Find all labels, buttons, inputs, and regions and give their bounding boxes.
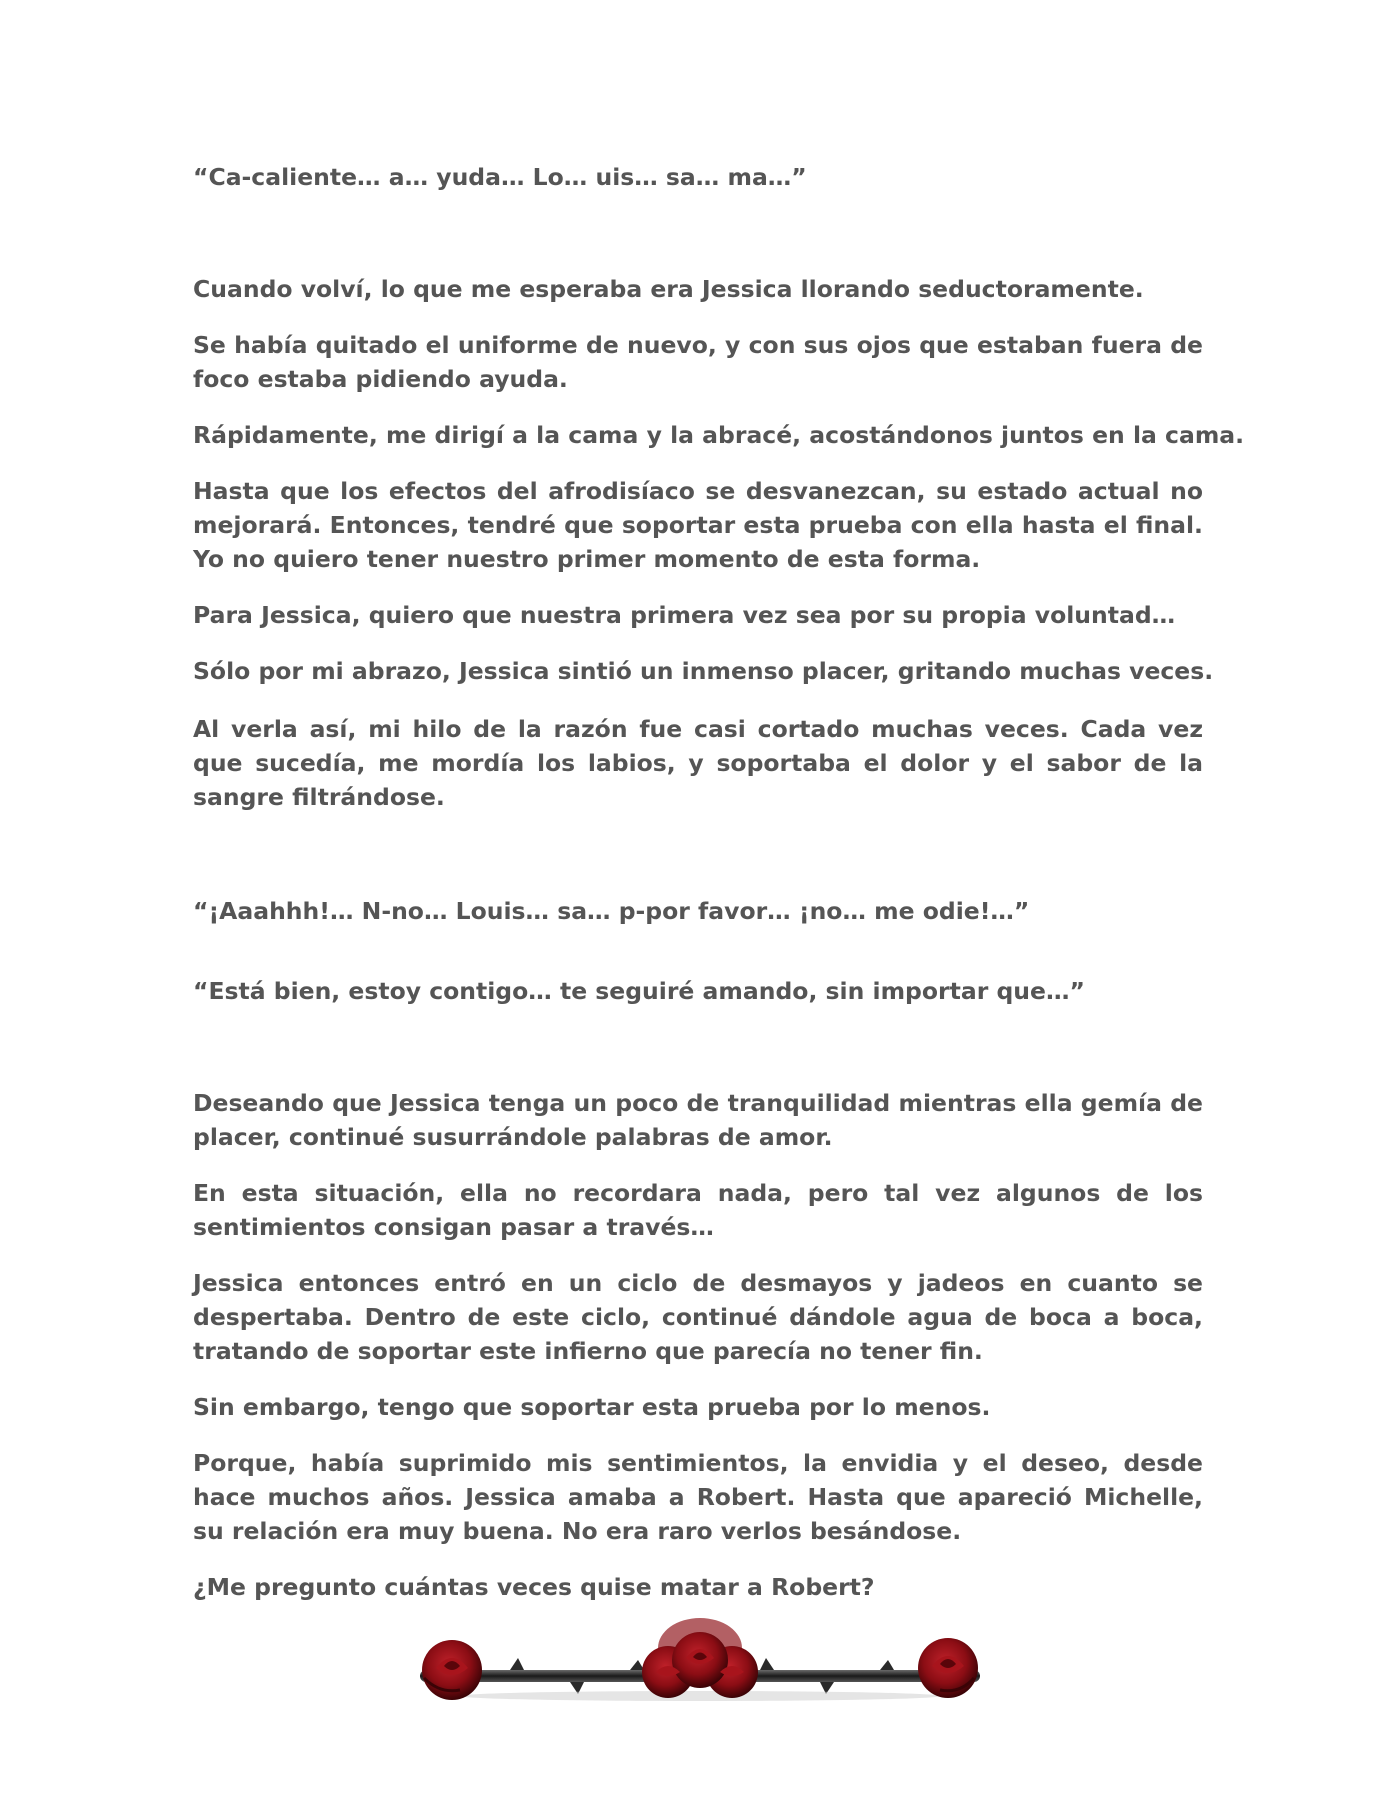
paragraph-12: En esta situación, ella no recordara nada, pero tal vez algunos de los sentimientos consigan pasar a través… [193,1179,1203,1241]
paragraph-13: Jessica entonces entró en un ciclo de desmayos y jadeos en cuanto se despertaba. Dentro de este ciclo, continué dándole agua de boca a boca, tratando de soportar este infierno que parecía no tener fin. [193,1269,1203,1365]
paragraph-7: Sólo por mi abrazo, Jessica sintió un inmenso placer, gritando muchas veces. [193,657,1214,685]
paragraph-4: Rápidamente, me dirigí a la cama y la abracé, acostándonos juntos en la cama. [193,421,1245,449]
rose-center-icon [642,1618,758,1698]
paragraph-8: Al verla así, mi hilo de la razón fue casi cortado muchas veces. Cada vez que sucedía, me mordía los labios, y soportaba el dolor y el sabor de la sangre filtrándose. [193,715,1203,811]
rose-divider-icon [400,1608,1000,1718]
paragraph-10: “Está bien, estoy contigo… te seguiré amando, sin importar que…” [193,977,1085,1005]
paragraph-11: Deseando que Jessica tenga un poco de tranquilidad mientras ella gemía de placer, continué susurrándole palabras de amor. [193,1089,1203,1151]
paragraph-2: Cuando volví, lo que me esperaba era Jessica llorando seductoramente. [193,275,1144,303]
paragraph-1: “Ca-caliente… a… yuda… Lo… uis… sa… ma…” [193,163,807,191]
paragraph-16: ¿Me pregunto cuántas veces quise matar a Robert? [193,1573,875,1601]
rose-right-icon [918,1638,978,1698]
paragraph-15: Porque, había suprimido mis sentimientos, la envidia y el deseo, desde hace muchos años. Jessica amaba a Robert. Hasta que apareció Michelle, su relación era muy buena. No era raro verlos besándose. [193,1449,1203,1545]
paragraph-14: Sin embargo, tengo que soportar esta prueba por lo menos. [193,1393,991,1421]
paragraph-5: Hasta que los efectos del afrodisíaco se desvanezcan, su estado actual no mejorará. Entonces, tendré que soportar esta prueba con ella hasta el final. Yo no quiero tener nuestro primer momento de esta forma. [193,477,1203,573]
paragraph-6: Para Jessica, quiero que nuestra primera vez sea por su propia voluntad… [193,601,1176,629]
paragraph-3: Se había quitado el uniforme de nuevo, y con sus ojos que estaban fuera de foco estaba pidiendo ayuda. [193,331,1203,393]
rose-left-icon [422,1640,482,1700]
paragraph-9: “¡Aaahhh!… N-no… Louis… sa… p-por favor… ¡no… me odie!…” [193,897,1030,925]
